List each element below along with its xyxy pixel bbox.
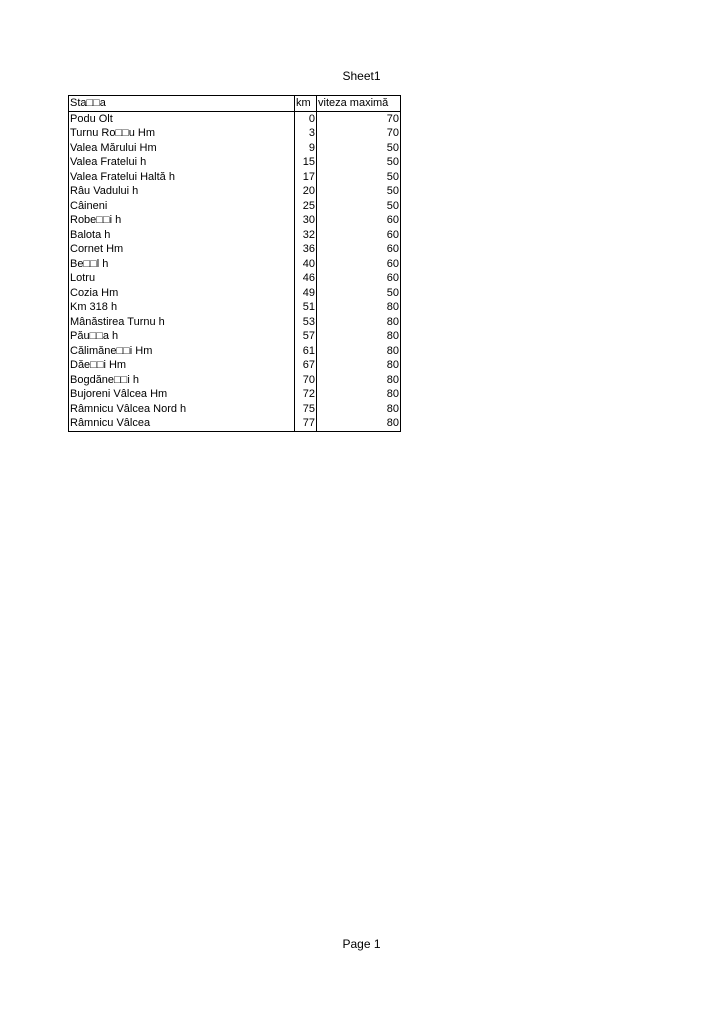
km-cell: 53: [295, 315, 317, 330]
table-row: [69, 242, 401, 257]
speed-cell: 80: [317, 300, 401, 315]
speed-cell: 80: [317, 329, 401, 344]
speed-cell: 80: [317, 358, 401, 373]
station-cell: Be□□l h: [70, 257, 109, 270]
table-row: [69, 271, 401, 286]
km-cell: 51: [295, 300, 317, 315]
km-cell: 57: [295, 329, 317, 344]
km-cell: 9: [295, 141, 317, 156]
km-cell: 40: [295, 257, 317, 272]
data-table: [68, 95, 401, 432]
station-cell: Valea Fratelui h: [70, 156, 147, 169]
km-cell: 70: [295, 373, 317, 388]
speed-cell: 60: [317, 213, 401, 228]
table-row: [69, 387, 401, 402]
table-row: [69, 111, 401, 126]
km-cell: 61: [295, 344, 317, 359]
table-row: [69, 199, 401, 214]
km-cell: 67: [295, 358, 317, 373]
station-cell: Râmnicu Vâlcea: [70, 417, 151, 430]
speed-cell: 60: [317, 257, 401, 272]
station-cell: Cornet Hm: [70, 243, 124, 256]
table-row: [69, 300, 401, 315]
km-cell: 3: [295, 126, 317, 141]
speed-cell: 80: [317, 387, 401, 402]
station-cell: Bujoreni Vâlcea Hm: [70, 388, 168, 401]
table-row: [69, 344, 401, 359]
station-cell: Turnu Ro□□u Hm: [70, 127, 156, 140]
sheet-title: Sheet1: [342, 69, 381, 83]
km-cell: 15: [295, 155, 317, 170]
speed-cell: 50: [317, 199, 401, 214]
header-km: km: [295, 96, 317, 112]
station-cell: Mânăstirea Turnu h: [70, 315, 165, 328]
station-cell: Km 318 h: [70, 301, 118, 314]
table-row: [69, 155, 401, 170]
speed-cell: 50: [317, 184, 401, 199]
speed-cell: 70: [317, 126, 401, 141]
speed-cell: 80: [317, 416, 401, 431]
km-cell: 17: [295, 170, 317, 185]
table-row: [69, 141, 401, 156]
table-row: [69, 286, 401, 301]
station-cell: Valea Fratelui Haltă h: [70, 170, 175, 183]
speed-cell: 60: [317, 228, 401, 243]
km-cell: 30: [295, 213, 317, 228]
header-speed: viteza maximă: [317, 96, 401, 112]
km-cell: 25: [295, 199, 317, 214]
header-station: Sta□□a: [69, 96, 295, 112]
table-row: [69, 170, 401, 185]
table-row: [69, 184, 401, 199]
station-cell: Călimăne□□i Hm: [70, 344, 153, 357]
table-row: [69, 329, 401, 344]
km-cell: 49: [295, 286, 317, 301]
station-cell: Robe□□i h: [70, 214, 122, 227]
table-row: [69, 213, 401, 228]
station-cell: Balota h: [70, 228, 111, 241]
station-cell: Podu Olt: [70, 112, 113, 125]
table-row: [69, 126, 401, 141]
km-cell: 46: [295, 271, 317, 286]
table-row: [69, 402, 401, 417]
speed-cell: 60: [317, 271, 401, 286]
speed-cell: 50: [317, 170, 401, 185]
km-cell: 20: [295, 184, 317, 199]
station-cell: Bogdăne□□i h: [70, 373, 139, 386]
station-cell: Valea Mărului Hm: [70, 141, 157, 154]
table-row: [69, 228, 401, 243]
station-cell: Râu Vadului h: [70, 185, 139, 198]
km-cell: 77: [295, 416, 317, 431]
km-cell: 75: [295, 402, 317, 417]
header-row: [69, 96, 401, 112]
km-cell: 36: [295, 242, 317, 257]
table-row: [69, 373, 401, 388]
speed-cell: 80: [317, 344, 401, 359]
station-cell: Dăe□□i Hm: [70, 359, 127, 372]
speed-cell: 80: [317, 402, 401, 417]
table-body: [69, 111, 401, 431]
station-cell: Râmnicu Vâlcea Nord h: [70, 402, 187, 415]
speed-cell: 80: [317, 315, 401, 330]
speed-cell: 50: [317, 155, 401, 170]
station-cell: Lotru: [70, 272, 96, 285]
table-row: [69, 358, 401, 373]
station-cell: Cozia Hm: [70, 286, 119, 299]
km-cell: 0: [295, 111, 317, 126]
speed-cell: 50: [317, 286, 401, 301]
km-cell: 32: [295, 228, 317, 243]
speed-cell: 80: [317, 373, 401, 388]
speed-cell: 60: [317, 242, 401, 257]
speed-cell: 50: [317, 141, 401, 156]
station-cell: Câineni: [70, 199, 108, 212]
station-cell: Pău□□a h: [70, 330, 119, 343]
km-cell: 72: [295, 387, 317, 402]
page-footer: Page 1: [342, 937, 381, 951]
table-row: [69, 315, 401, 330]
speed-cell: 70: [317, 111, 401, 126]
table-row: [69, 257, 401, 272]
table-row: [69, 416, 401, 431]
